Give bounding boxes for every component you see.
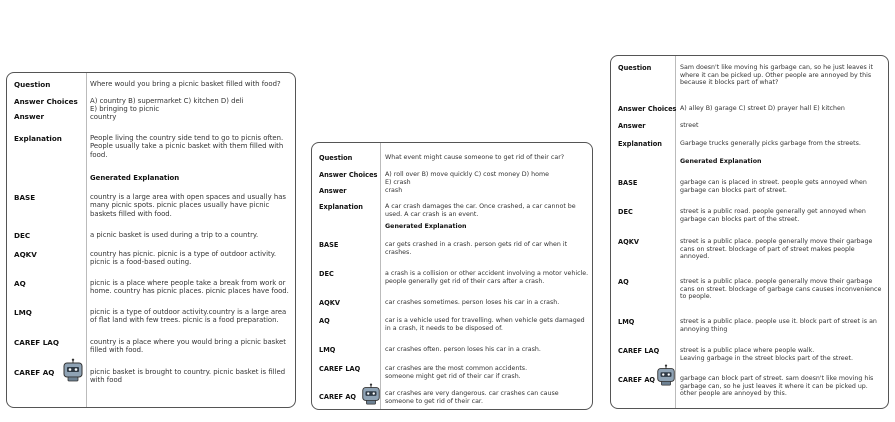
- caref-aq-text: picnic basket is brought to country. picnic basket is filled with food: [90, 368, 286, 385]
- lmq-label: LMQ: [319, 346, 336, 354]
- answer-choices-line2: E) crash: [385, 179, 411, 186]
- caref-laq-line1: car crashes are the most common accidents.: [385, 365, 528, 372]
- explanation-text: A car crash damages the car. Once crashed, a car cannot be used. A car crash is an event.: [385, 203, 576, 218]
- caref-laq-line2: Leaving garbage in the street blocks part of the street.: [680, 355, 853, 362]
- generated-explanation-header: Generated Explanation: [680, 158, 762, 165]
- answer-text: crash: [385, 187, 403, 194]
- dec-label: DEC: [618, 208, 633, 216]
- aqkv-label: AQKV: [14, 250, 37, 259]
- caref-laq-label: CAREF LAQ: [14, 338, 59, 347]
- explanation-label: Explanation: [618, 140, 662, 148]
- robot-icon: [61, 358, 85, 382]
- caref-aq-label: CAREF AQ: [618, 376, 656, 384]
- aq-label: AQ: [14, 279, 26, 288]
- lmq-text: car crashes often. person loses his car in a crash.: [385, 346, 541, 353]
- caref-aq-text: car crashes are very dangerous. car crashes can cause someone to get rid of their car.: [385, 390, 559, 405]
- explanation-label: Explanation: [319, 203, 363, 211]
- question-text: What event might cause someone to get rid of their car?: [385, 154, 565, 161]
- example-card-garbage: [610, 55, 889, 409]
- answer-label: Answer: [14, 112, 45, 121]
- base-text: country is a large area with open spaces and usually has many picnic spots. picnic places usually have picnic baskets filled with food.: [90, 193, 287, 218]
- base-text: garbage can is placed in street. people gets annoyed when garbage can blocks part of street.: [680, 179, 867, 194]
- dec-text: street is a public road. people generally get annoyed when garbage can blocks part of the street.: [680, 208, 866, 223]
- aq-text: street is a public place. people generally move their garbage cans on street. blockage of garbage cans causes inconvenience to people.: [680, 278, 882, 301]
- answer-choices-line1: A) roll over B) move quickly C) cost money D) home: [385, 171, 549, 178]
- aqkv-text: car crashes sometimes. person loses his car in a crash.: [385, 299, 560, 306]
- caref-aq-label: CAREF AQ: [319, 393, 357, 401]
- aq-text: car is a vehicle used for travelling. when vehicle gets damaged in a crash, it needs to be disposed of.: [385, 317, 585, 332]
- explanation-text: People living the country side tend to go to picnis often. People usually take a picnic basket with them filled with food.: [90, 134, 284, 159]
- aqkv-text: street is a public place. people generally move their garbage cans on street. blockage of part of street makes people annoyed.: [680, 238, 873, 261]
- generated-explanation-header: Generated Explanation: [90, 174, 180, 182]
- explanation-text: Garbage trucks generally picks garbage from the streets.: [680, 140, 861, 147]
- question-text: Sam doesn't like moving his garbage can, so he just leaves it where it can be picked up. Other people are annoyed by this because it blocks part of what?: [680, 64, 874, 87]
- dec-label: DEC: [319, 270, 334, 278]
- answer-label: Answer: [618, 122, 646, 130]
- aq-label: AQ: [319, 317, 330, 325]
- answer-choices-label: Answer Choices: [618, 105, 677, 113]
- caref-laq-label: CAREF LAQ: [319, 365, 361, 373]
- caref-laq-line1: street is a public place where people walk.: [680, 347, 815, 354]
- example-card-car: [311, 142, 593, 410]
- caref-laq-label: CAREF LAQ: [618, 347, 660, 355]
- answer-choices-text: A) alley B) garage C) street D) prayer hall E) kitchen: [680, 105, 845, 112]
- lmq-text: street is a public place. people use it. block part of street is an annoying thing: [680, 318, 877, 333]
- answer-label: Answer: [319, 187, 347, 195]
- question-label: Question: [319, 154, 353, 162]
- base-label: BASE: [14, 193, 36, 202]
- lmq-text: picnic is a type of outdoor activity.country is a large area of flat land with few trees. picnic is a food preparation.: [90, 308, 287, 325]
- base-label: BASE: [618, 179, 638, 187]
- answer-choices-line1: A) country B) supermarket C) kitchen D) deli: [90, 97, 244, 105]
- explanation-label: Explanation: [14, 134, 62, 143]
- answer-choices-label: Answer Choices: [14, 97, 78, 106]
- answer-choices-label: Answer Choices: [319, 171, 378, 179]
- aqkv-label: AQKV: [618, 238, 639, 246]
- dec-label: DEC: [14, 231, 31, 240]
- aqkv-label: AQKV: [319, 299, 340, 307]
- answer-choices-line2: E) bringing to picnic: [90, 105, 160, 113]
- column-divider: [86, 73, 87, 407]
- caref-aq-label: CAREF AQ: [14, 368, 55, 377]
- answer-text: country: [90, 113, 117, 121]
- question-label: Question: [14, 80, 51, 89]
- lmq-label: LMQ: [618, 318, 635, 326]
- column-divider: [380, 143, 381, 409]
- base-label: BASE: [319, 241, 339, 249]
- question-label: Question: [618, 64, 652, 72]
- question-text: Where would you bring a picnic basket filled with food?: [90, 80, 281, 88]
- caref-aq-text: garbage can block part of street. sam doesn't like moving his garbage can, so he just leaves it where it can be picked up. other people are annoyed by this.: [680, 375, 874, 398]
- dec-text: a crash is a collision or other accident involving a motor vehicle. people generally get rid of their cars after a crash.: [385, 270, 589, 285]
- aqkv-text: country has picnic. picnic is a type of outdoor activity. picnic is a food-based outing.: [90, 250, 277, 267]
- base-text: car gets crashed in a crash. person gets rid of car when it crashes.: [385, 241, 568, 256]
- aq-label: AQ: [618, 278, 629, 286]
- dec-text: a picnic basket is used during a trip to a country.: [90, 231, 259, 239]
- generated-explanation-header: Generated Explanation: [385, 223, 467, 230]
- aq-text: picnic is a place where people take a break from work or home. country has picnic places. picnic places have food.: [90, 279, 289, 296]
- lmq-label: LMQ: [14, 308, 32, 317]
- example-card-picnic: [6, 72, 296, 408]
- robot-icon: [655, 364, 677, 386]
- robot-icon: [360, 383, 382, 405]
- caref-laq-line2: someone might get rid of their car if crash.: [385, 373, 521, 380]
- caref-laq-text: country is a place where you would bring a picnic basket filled with food.: [90, 338, 286, 355]
- answer-text: street: [680, 122, 699, 129]
